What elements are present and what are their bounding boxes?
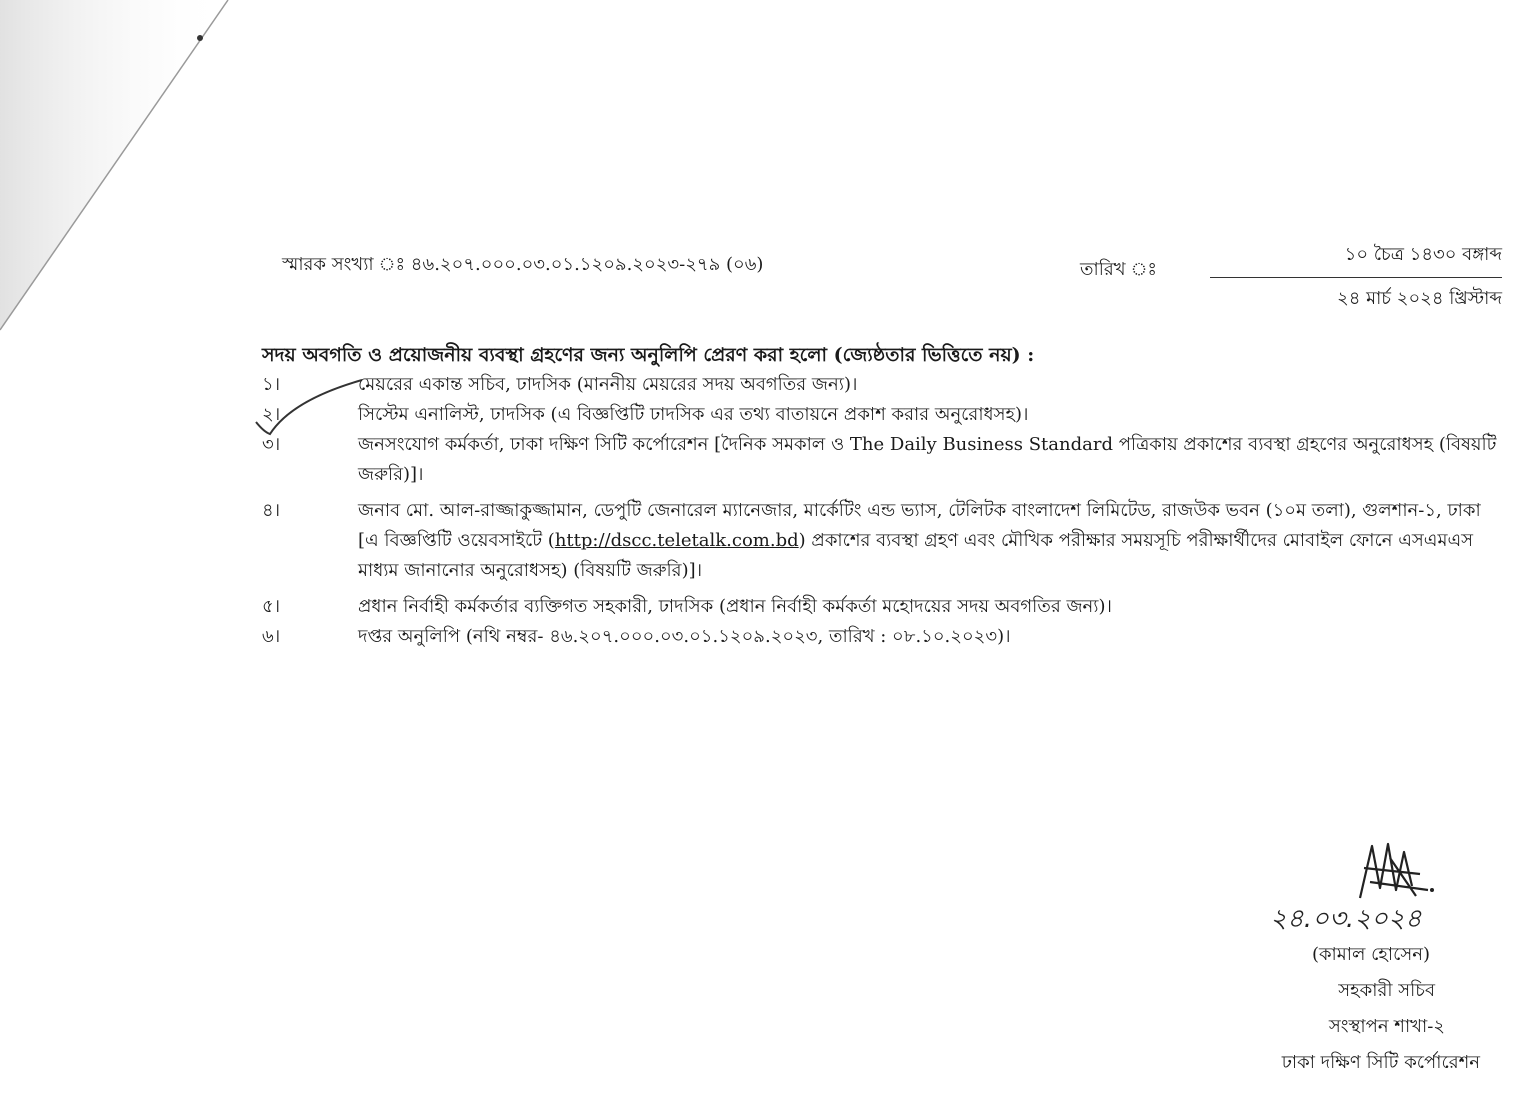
scan-fold-shadow (0, 0, 240, 340)
list-item-number: ২। (262, 404, 281, 425)
list-item (262, 622, 1497, 652)
list-item-number: ১। (262, 374, 281, 395)
signatory-name: (কামাল হোসেন) (1311, 944, 1430, 965)
handwritten-signature (1350, 838, 1440, 906)
list-item-text: জনসংযোগ কর্মকর্তা, ঢাকা দক্ষিণ সিটি কর্পোরেশন [দৈনিক সমকাল ও The Daily Business Standard পত্রিকায় প্রকাশের ব্যবস্থা গ্রহণের অনুরোধসহ (বিষয়টি জরুরি)]। (358, 434, 1497, 485)
list-item-text: প্রধান নির্বাহী কর্মকর্তার ব্যক্তিগত সহকারী, ঢাদসিক (প্রধান নির্বাহী কর্মকর্তা মহোদয়ের সদয় অবগতির জন্য)। (358, 596, 1112, 617)
list-item-text: মেয়রের একান্ত সচিব, ঢাদসিক (মাননীয় মেয়রের সদয় অবগতির জন্য)। (358, 374, 858, 395)
list-item-number: ৩। (262, 434, 281, 455)
list-item-number: ৪। (262, 500, 281, 521)
list-item (262, 370, 1497, 400)
handwritten-date: ২৪.০৩.২০২৪ (1270, 904, 1422, 934)
list-item (262, 400, 1497, 430)
distribution-list (262, 370, 1497, 652)
list-item-text: সিস্টেম এনালিস্ট, ঢাদসিক (এ বিজ্ঞপ্তিটি ঢাদসিক এর তথ্য বাতায়নে প্রকাশ করার অনুরোধসহ)। (358, 404, 1029, 425)
signatory-organization: ঢাকা দক্ষিণ সিটি কর্পোরেশন (1281, 1052, 1480, 1073)
list-item-text-part: জনাব মো. আল-রাজ্জাকুজ্জামান, ডেপুটি জেনারেল ম্যানেজার, মার্কেটিং এন্ড ভ্যাস, টেলিটক বাংলাদেশ লিমিটেড, রাজউক ভবন (১০ম তলা), গুলশান-১, ঢাকা [এ বিজ্ঞপ্তিটি ওয়েবসাইটে ( (358, 500, 1481, 551)
list-item (262, 496, 1497, 586)
signatory-branch: সংস্থাপন শাখা-২ (1328, 1016, 1445, 1037)
signatory-designation: সহকারী সচিব (1338, 980, 1435, 1001)
date-english: ২৪ মার্চ ২০২৪ খ্রিস্টাব্দ (1336, 288, 1502, 309)
list-item-text-part: ) প্রকাশের ব্যবস্থা গ্রহণ এবং মৌখিক পরীক্ষার সময়সূচি পরীক্ষার্থীদের মোবাইল ফোনে এসএমএস মাধ্যম জানানোর অনুরোধসহ) (বিষয়টি জরুরি)]। (358, 530, 1474, 581)
list-item-number: ৬। (262, 626, 281, 647)
memo-number: স্মারক সংখ্যা ঃ ৪৬.২০৭.০০০.০৩.০১.১২০৯.২০২৩-২৭৯ (০৬) (282, 254, 764, 275)
date-block (1210, 240, 1502, 315)
distribution-heading: সদয় অবগতি ও প্রয়োজনীয় ব্যবস্থা গ্রহণের জন্য অনুলিপি প্রেরণ করা হলো (জ্যেষ্ঠতার ভিত্তিতে নয়) : (262, 344, 1035, 366)
date-label: তারিখ ঃ (1080, 259, 1158, 280)
list-item (262, 592, 1497, 622)
list-item-text (358, 496, 1497, 586)
list-item (262, 430, 1497, 490)
list-item-number: ৫। (262, 596, 281, 617)
list-item-text: দপ্তর অনুলিপি (নথি নম্বর- ৪৬.২০৭.০০০.০৩.০১.১২০৯.২০২৩, তারিখ : ০৮.১০.২০২৩)। (358, 626, 1011, 647)
date-bangla: ১০ চৈত্র ১৪৩০ বঙ্গাব্দ (1210, 240, 1502, 278)
signature-block (1200, 838, 1500, 1088)
teletalk-website-link[interactable]: http://dscc.teletalk.com.bd (554, 530, 799, 551)
